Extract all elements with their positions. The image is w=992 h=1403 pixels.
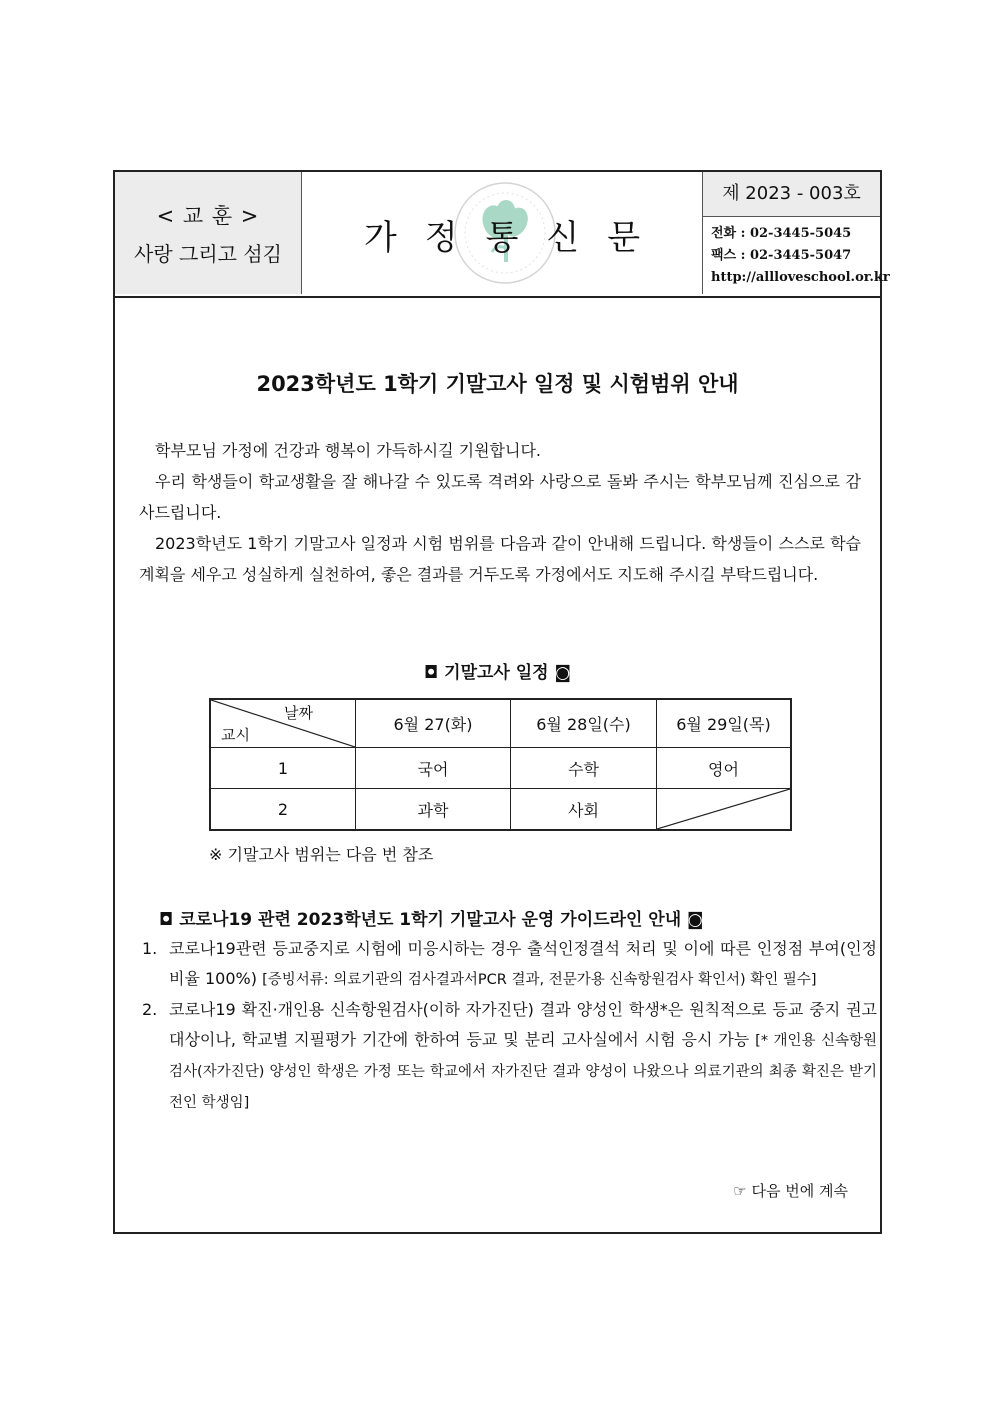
issue-number: 제 2023 - 003호	[703, 172, 880, 217]
paragraph-notice: 2023학년도 1학기 기말고사 일정과 시험 범위를 다음과 같이 안내해 드립니다. 학생들이 스스로 학습 계획을 세우고 성실하게 실천하여, 좋은 결과를 거두도록 가정에서도 지도해 주시길 부탁드립니다.	[139, 534, 861, 584]
intro-paragraphs	[139, 435, 861, 590]
motto-text: 사랑 그리고 섬김	[134, 242, 282, 266]
paragraph-greeting: 학부모님 가정에 건강과 행복이 가득하시길 기원합니다.	[155, 441, 542, 460]
item-evidence-note: [증빙서류: 의료기관의 검사결과서PCR 결과, 전문가용 신속항원검사 확인서) 확인 필수]	[262, 972, 817, 988]
date-header-cell: 6월 27(화)	[356, 699, 511, 748]
table-row	[210, 789, 791, 831]
subject-cell: 수학	[511, 748, 657, 789]
newsletter-header	[115, 172, 890, 298]
school-motto-box	[115, 172, 302, 294]
range-note: ※ 기말고사 범위는 다음 번 참조	[209, 845, 434, 864]
newsletter-name-box	[302, 172, 702, 294]
item-footnote: [* 개인용 신속항원검사(자가진단) 양성인 학생은 가정 또는 학교에서 자가진단 결과 양성이 나왔으나 의료기관의 최종 확진은 받기 전인 학생임]	[169, 1033, 877, 1111]
item-text: 코로나19관련 등교중지로 시험에 미응시하는 경우 출석인정결석 처리 및 이에 따른 인정점 부여(인정비율 100%)	[169, 939, 877, 988]
date-header-cell: 6월 28일(수)	[511, 699, 657, 748]
period-label: 교시	[221, 726, 250, 744]
item-number: 2.	[142, 1000, 158, 1019]
guideline-heading: ◘ 코로나19 관련 2023학년도 1학기 기말고사 운영 가이드라인 안내 ◙	[159, 910, 704, 930]
newsletter-frame	[113, 170, 890, 1234]
empty-slashed-cell	[657, 789, 792, 831]
list-item	[139, 934, 877, 995]
item-number: 1.	[142, 939, 158, 958]
corner-header-cell	[210, 699, 356, 748]
schedule-heading: ◘ 기말고사 일정 ◙	[423, 663, 572, 683]
newsletter-title: 가정통신문	[363, 218, 669, 258]
subject-cell: 사회	[511, 789, 657, 831]
paragraph-thanks: 우리 학생들이 학교생활을 잘 해나갈 수 있도록 격려와 사랑으로 돌봐 주시는 학부모님께 진심으로 감사드립니다.	[139, 472, 861, 522]
issue-info-box	[702, 172, 890, 294]
subject-cell: 영어	[657, 748, 792, 789]
date-label: 날짜	[284, 704, 313, 722]
motto-title: < 교 훈 >	[156, 204, 260, 228]
exam-schedule-table	[209, 698, 792, 831]
item-text: 코로나19 확진·개인용 신속항원검사(이하 자가진단) 결과 양성인 학생*은 원칙적으로 등교 중지 권고 대상이나, 학교별 지필평가 기간에 한하여 등교 및 분리 고사실에서 시험 응시 가능	[169, 1000, 877, 1049]
list-item	[139, 995, 877, 1118]
period-cell: 1	[210, 748, 356, 789]
guideline-list	[139, 934, 877, 1118]
date-header-cell: 6월 29일(목)	[657, 699, 792, 748]
notice-title: 2023학년도 1학기 기말고사 일정 및 시험범위 안내	[256, 372, 739, 396]
fax-number: 팩스 : 02-3445-5047	[711, 248, 852, 263]
period-cell: 2	[210, 789, 356, 831]
table-header-row	[210, 699, 791, 748]
phone-number: 전화 : 02-3445-5045	[711, 226, 852, 241]
continue-note: ☞ 다음 번에 계속	[733, 1182, 848, 1200]
subject-cell: 국어	[356, 748, 511, 789]
contact-info	[703, 217, 890, 289]
slash-line	[657, 789, 790, 829]
subject-cell: 과학	[356, 789, 511, 831]
website-link[interactable]: http://allloveschool.or.kr	[711, 270, 890, 285]
table-row	[210, 748, 791, 789]
